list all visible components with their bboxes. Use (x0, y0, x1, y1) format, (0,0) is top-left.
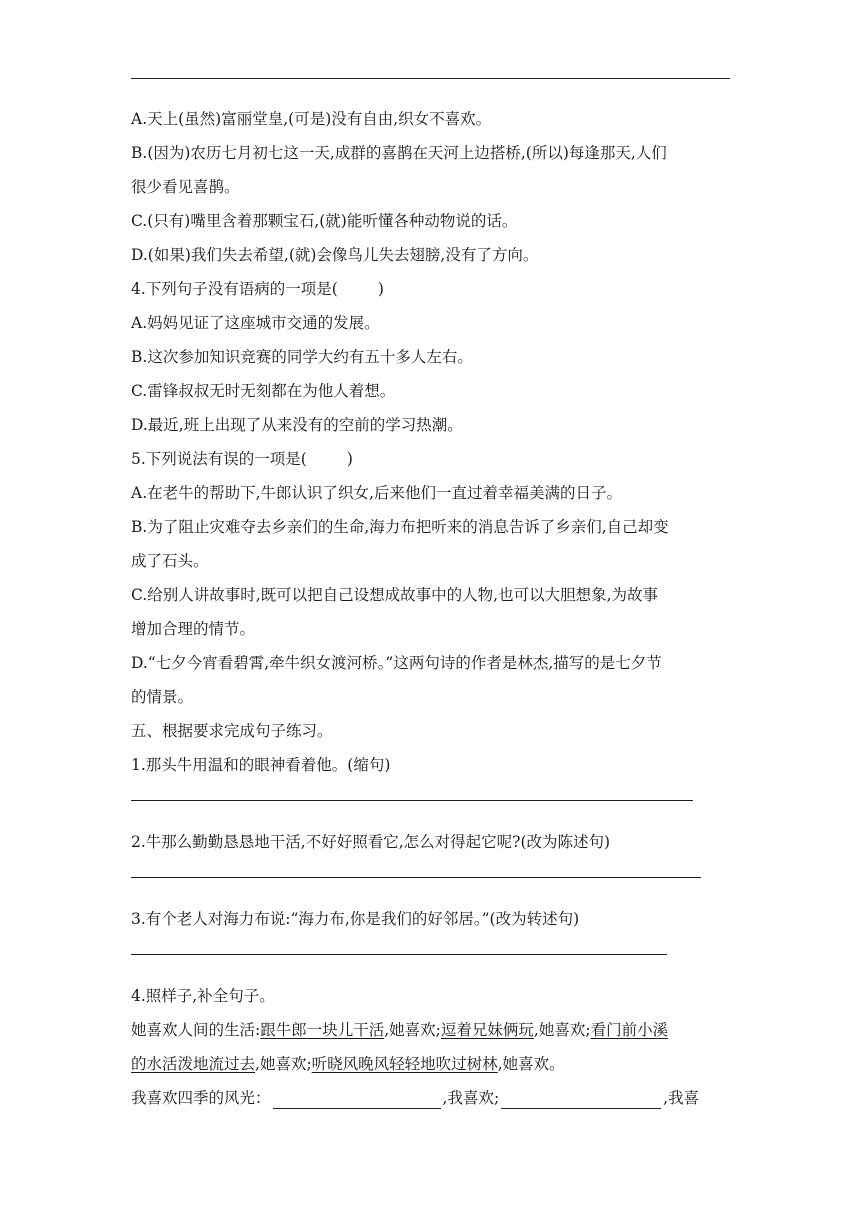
example-underlined-3a: 看门前小溪 (590, 1021, 669, 1039)
example-underlined-1: 跟牛郎一块儿干活 (260, 1021, 385, 1039)
fill-text-2: ,我喜 (663, 1089, 700, 1107)
sentence-2-prompt: 2.牛那么勤勤恳恳地干活,不好好照看它,怎么对得起它呢?(改为陈述句) (131, 833, 611, 851)
q4-stem-close: ) (377, 280, 384, 298)
sentence-3-prompt: 3.有个老人对海力布说:“海力布,你是我们的好邻居。”(改为转述句) (131, 910, 580, 928)
example-underlined-3b: 的水活泼地流过去 (131, 1055, 256, 1073)
example-intro: 她喜欢人间的生活: (131, 1021, 261, 1039)
example-text-2: ,她喜欢; (533, 1021, 591, 1039)
q3-option-a: A.天上(虽然)富丽堂皇,(可是)没有自由,织女不喜欢。 (131, 110, 492, 128)
fill-sentence-line (131, 1087, 731, 1109)
fill-blank-1[interactable] (273, 1090, 441, 1109)
sentence-1-answer-line[interactable] (131, 800, 693, 801)
q5-option-a: A.在老牛的帮助下,牛郎认识了织女,后来他们一直过着幸福美满的日子。 (131, 484, 622, 502)
q3-option-b-line1: B.(因为)农历七月初七这一天,成群的喜鹊在天河上边搭桥,(所以)每逢那天,人们 (131, 144, 667, 162)
fill-blank-2[interactable] (501, 1090, 661, 1109)
fill-text-1: ,我喜欢; (442, 1089, 500, 1107)
q4-stem-text: 4.下列句子没有语病的一项是( (131, 280, 338, 298)
example-text-3: ,她喜欢; (255, 1055, 312, 1073)
example-underlined-2: 逗着兄妹俩玩 (440, 1021, 534, 1039)
q3-option-c: C.(只有)嘴里含着那颗宝石,(就)能听懂各种动物说的话。 (131, 212, 518, 230)
q5-option-d-line2: 的情景。 (131, 688, 194, 706)
q3-option-d: D.(如果)我们失去希望,(就)会像鸟儿失去翅膀,没有了方向。 (131, 246, 539, 264)
sentence-2-answer-line[interactable] (131, 877, 701, 878)
q4-option-d: D.最近,班上出现了从来没有的空前的学习热潮。 (131, 416, 463, 434)
example-sentence-line1 (131, 1019, 731, 1041)
q4-option-c: C.雷锋叔叔无时无刻都在为他人着想。 (131, 382, 396, 400)
sentence-1-prompt: 1.那头牛用温和的眼神看着他。(缩句) (131, 756, 391, 774)
example-text-1: ,她喜欢; (384, 1021, 441, 1039)
q5-stem-close: ) (346, 450, 353, 468)
q5-option-b-line2: 成了石头。 (131, 552, 209, 570)
q4-stem (131, 278, 731, 300)
example-sentence-line2 (131, 1053, 731, 1075)
q4-option-a: A.妈妈见证了这座城市交通的发展。 (131, 314, 380, 332)
header-rule (131, 78, 730, 79)
fill-intro: 我喜欢四季的风光： (131, 1089, 271, 1107)
worksheet-content (131, 108, 731, 1121)
sentence-4-prompt: 4.照样子,补全句子。 (131, 987, 275, 1005)
q5-option-d-line1: D.“七夕今宵看碧霄,牵牛织女渡河桥。”这两句诗的作者是林杰,描写的是七夕节 (131, 654, 662, 672)
q3-option-b-line2: 很少看见喜鹊。 (131, 178, 240, 196)
example-underlined-4: 听晓风晚风轻轻地吹过树林 (311, 1055, 498, 1073)
sentence-3-answer-line[interactable] (131, 954, 667, 955)
q5-option-b-line1: B.为了阻止灾难夺去乡亲们的生命,海力布把听来的消息告诉了乡亲们,自己却变 (131, 518, 669, 536)
q5-stem-text: 5.下列说法有误的一项是( (131, 450, 307, 468)
example-text-4: ,她喜欢。 (497, 1055, 565, 1073)
q4-option-b: B.这次参加知识竞赛的同学大约有五十多人左右。 (131, 348, 473, 366)
q5-option-c-line2: 增加合理的情节。 (131, 620, 256, 638)
q5-stem (131, 448, 731, 470)
section-five-heading: 五、根据要求完成句子练习。 (131, 722, 333, 740)
q5-option-c-line1: C.给别人讲故事时,既可以把自己设想成故事中的人物,也可以大胆想象,为故事 (131, 586, 659, 604)
